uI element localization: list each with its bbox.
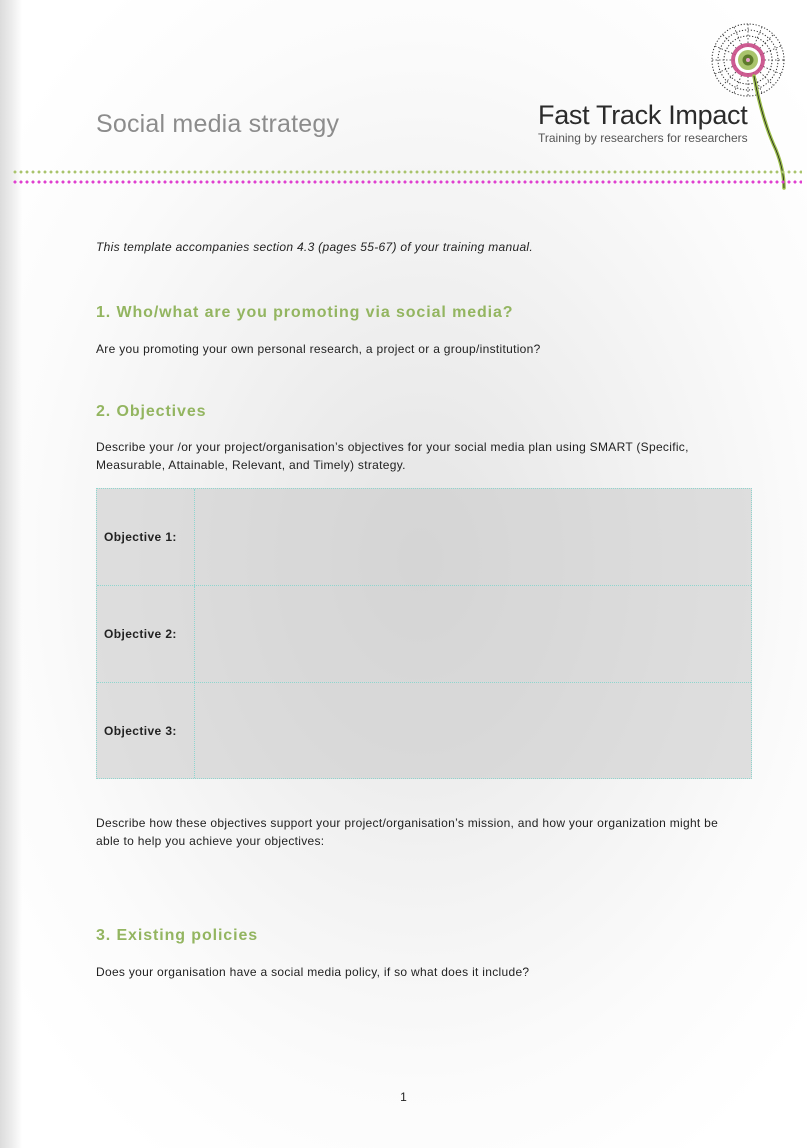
objectives-followup-text: Describe how these objectives support your project/organisation’s mission, and how your organization might be able to help you achieve your objectives: (96, 816, 719, 848)
objective-3-label: Objective 3: (97, 683, 195, 778)
table-row (97, 489, 751, 586)
objective-1-label: Objective 1: (97, 489, 195, 585)
document-title: Social media strategy (96, 110, 340, 138)
section-heading-promoting: 1. Who/what are you promoting via social media? (96, 304, 514, 321)
section-text-promoting: Are you promoting your own personal research, a project or a group/institution? (96, 342, 541, 356)
table-row (97, 586, 751, 683)
section-text-objectives: Describe your /or your project/organisation’s objectives for your social media plan using SMART (Specific, Measurable, Attainable, Relevant, and Timely) strategy. (96, 440, 689, 472)
section-text-policies: Does your organisation have a social media policy, if so what does it include? (96, 965, 530, 979)
brand-name: Fast Track Impact (538, 100, 748, 130)
brand-tagline: Training by researchers for researchers (538, 131, 748, 145)
objective-2-field[interactable] (195, 586, 751, 682)
intro-note: This template accompanies section 4.3 (pages 55-67) of your training manual. (96, 240, 534, 254)
objective-3-field[interactable] (195, 683, 751, 778)
dandelion-icon (706, 20, 796, 192)
decorative-dotted-rule-pink (12, 180, 802, 184)
objective-2-label: Objective 2: (97, 586, 195, 682)
decorative-dotted-rule-green (12, 170, 802, 174)
objective-1-field[interactable] (195, 489, 751, 585)
table-row (97, 683, 751, 778)
objectives-table (96, 488, 752, 779)
section-heading-objectives: 2. Objectives (96, 403, 207, 420)
section-heading-policies: 3. Existing policies (96, 927, 259, 944)
page-number: 1 (400, 1090, 407, 1104)
